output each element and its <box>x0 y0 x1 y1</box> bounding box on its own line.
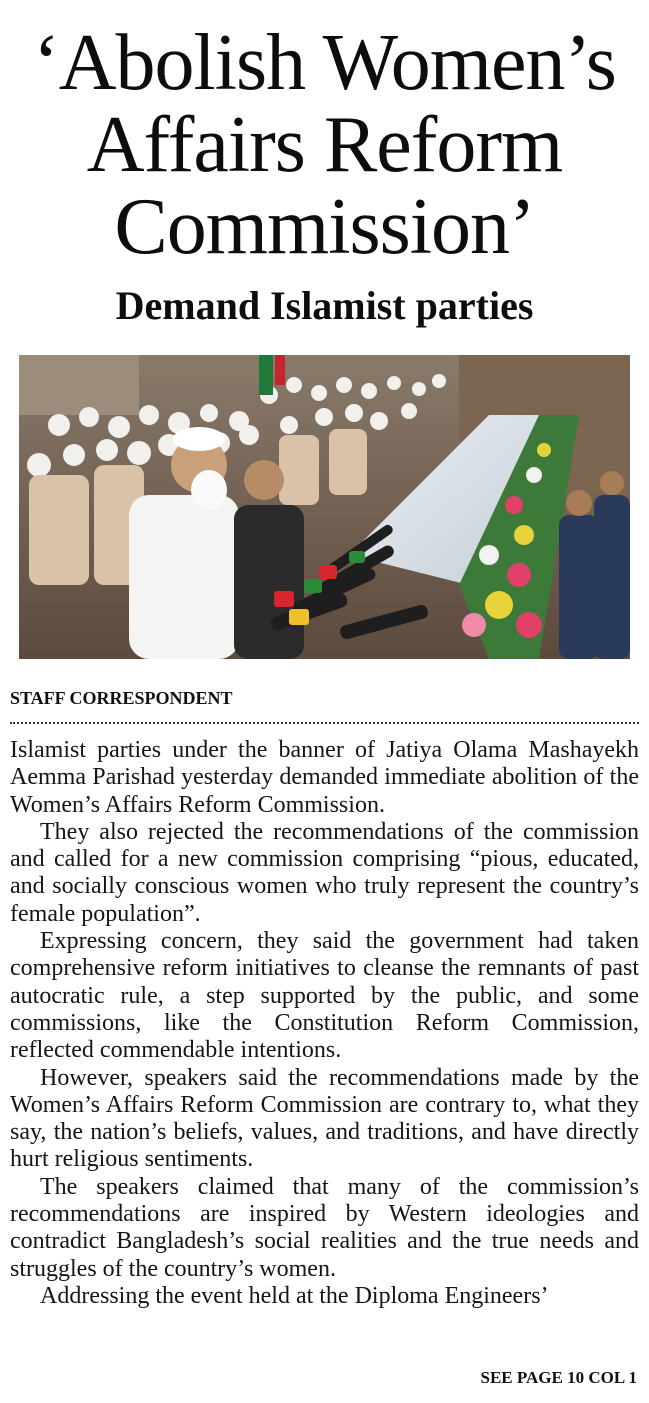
headline-line-2: Affairs Reform <box>86 101 563 189</box>
continued-on-page: SEE PAGE 10 COL 1 <box>480 1368 637 1387</box>
headline-line-1: ‘Abolish Women’s <box>33 19 616 107</box>
dotted-divider <box>10 722 639 724</box>
article-body <box>10 737 639 1310</box>
paragraph-2: They also rejected the recommendations of the commission and called for a new commission comprising “pious, educated, and socially conscious women who truly represent the country’s female population”. <box>10 818 639 927</box>
byline: STAFF CORRESPONDENT <box>10 688 233 708</box>
subheadline: Demand Islamist parties <box>115 283 534 328</box>
paragraph-3: Expressing concern, they said the government had taken comprehensive reform initiatives to cleanse the remnants of past autocratic rule, a step supported by the public, and some commissions, like the Constitution Reform Commission, reflected commendable intentions. <box>10 928 639 1064</box>
paragraph-4: However, speakers said the recommendations made by the Women’s Affairs Reform Commission are contrary to, what they say, the nation’s beliefs, values, and traditions, and have directly hurt religious sentiments. <box>10 1064 639 1173</box>
headline <box>0 19 649 271</box>
paragraph-6: Addressing the event held at the Diploma Engineers’ <box>40 1282 549 1309</box>
paragraph-1: Islamist parties under the banner of Jatiya Olama Mashayekh Aemma Parishad yesterday demanded immediate abolition of the Women’s Affairs Reform Commission. <box>10 737 639 818</box>
headline-line-3: Commission’ <box>114 183 535 271</box>
press-conference-photo <box>19 355 630 659</box>
paragraph-5: The speakers claimed that many of the commission’s recommendations are inspired by Western ideologies and contradict Bangladesh’s social realities and the true needs and struggles of the country’s women. <box>10 1173 639 1282</box>
